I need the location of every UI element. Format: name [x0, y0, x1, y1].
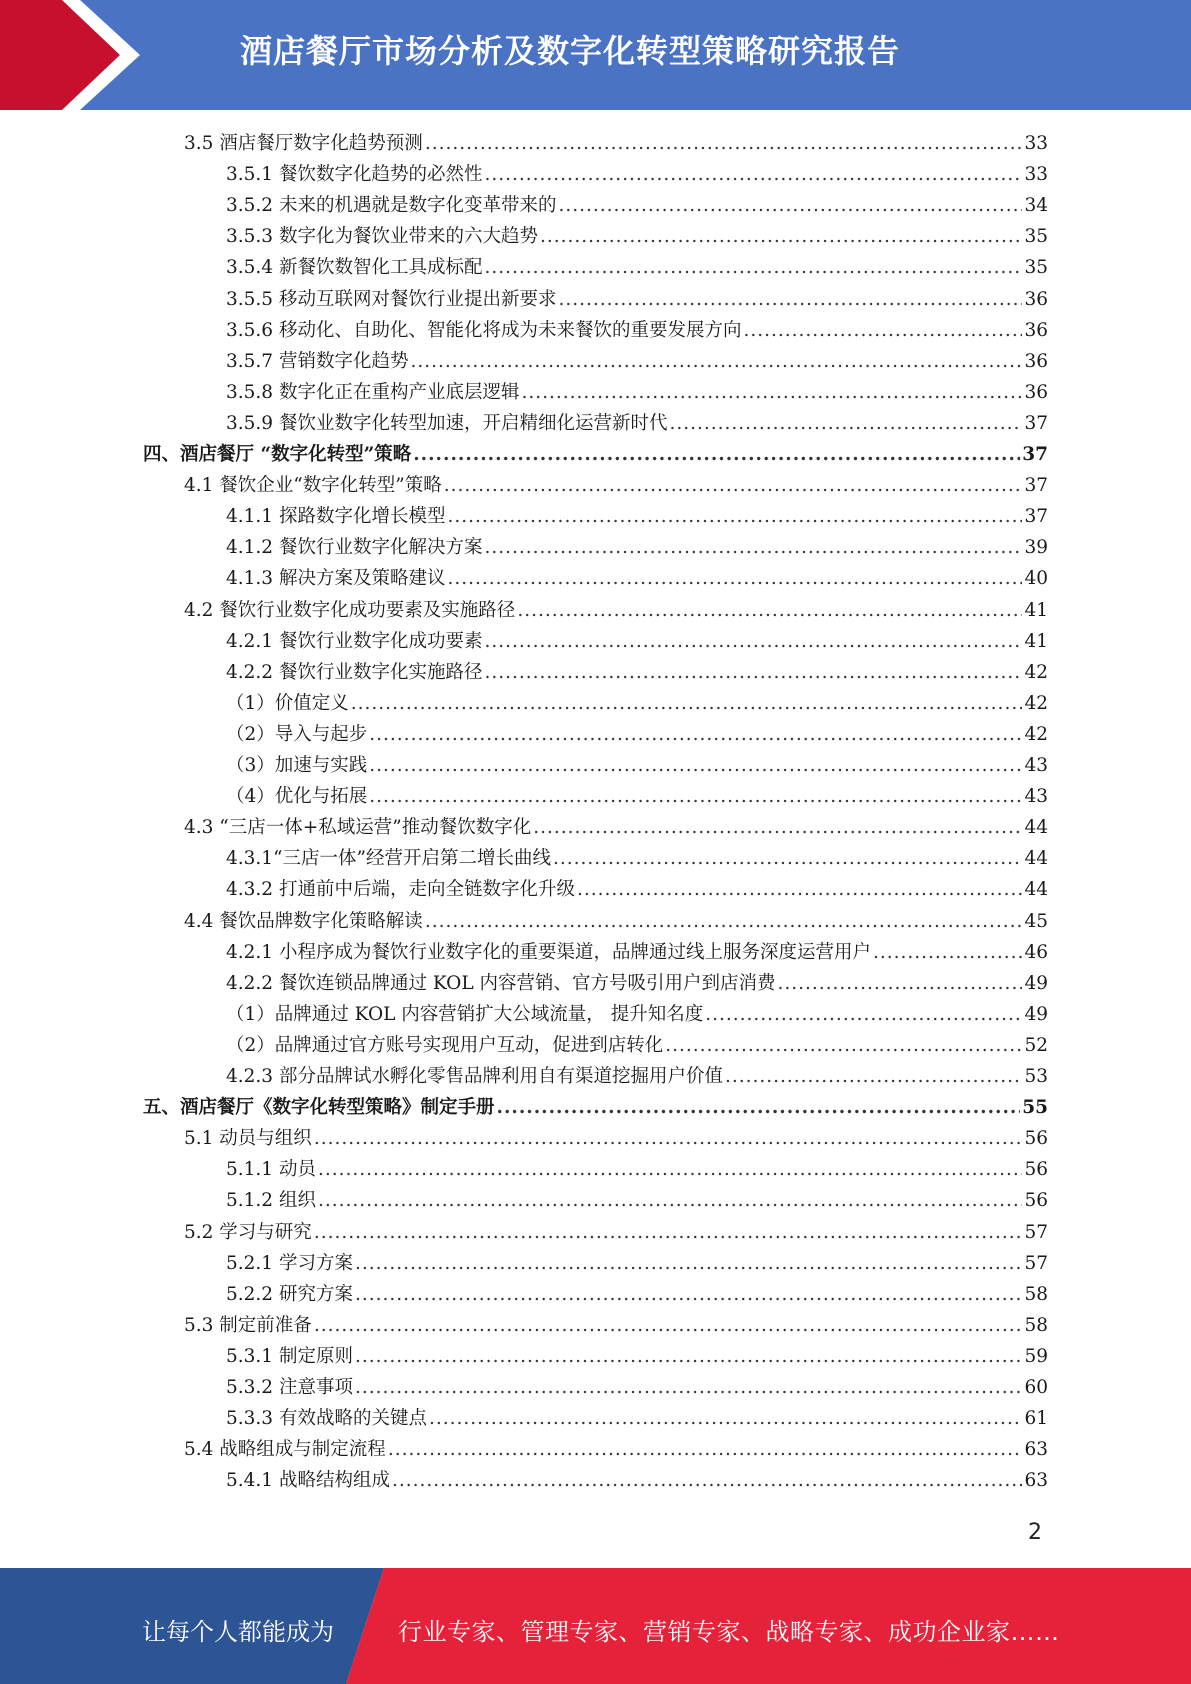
toc-entry[interactable]: [226, 315, 1048, 346]
toc-dot-leader: [484, 626, 1022, 657]
toc-entry-page: 43: [1024, 755, 1048, 776]
toc-entry-page: 58: [1024, 1283, 1048, 1305]
toc-entry-label: （4）优化与拓展: [226, 786, 368, 808]
toc-dot-leader: [314, 1310, 1023, 1341]
toc-entry[interactable]: [226, 532, 1048, 563]
toc-entry-label: 5.1.2 组织: [226, 1190, 316, 1212]
toc-entry-label: 3.5.5 移动互联网对餐饮行业提出新要求: [226, 288, 557, 310]
toc-entry-label: 3.5.6 移动化、自助化、智能化将成为未来餐饮的重要发展方向: [226, 319, 742, 341]
toc-dot-leader: [425, 906, 1023, 937]
toc-dot-leader: [444, 470, 1023, 501]
toc-entry-page: 41: [1024, 599, 1048, 621]
toc-entry[interactable]: [226, 1341, 1048, 1372]
toc-entry-page: 56: [1024, 1190, 1048, 1212]
toc-entry[interactable]: [226, 874, 1048, 905]
toc-dot-leader: [517, 595, 1022, 626]
toc-entry-label: 5.3.3 有效战略的关键点: [226, 1408, 427, 1430]
toc-entry[interactable]: [226, 159, 1048, 190]
toc-entry-page: 56: [1024, 1128, 1048, 1150]
toc-entry[interactable]: [184, 1123, 1048, 1154]
toc-entry-page: 49: [1024, 1003, 1048, 1025]
toc-entry-page: 42: [1024, 723, 1048, 745]
toc-dot-leader: [705, 999, 1022, 1030]
toc-entry-label: 5.2.2 研究方案: [226, 1283, 353, 1305]
toc-entry-page: 45: [1024, 910, 1048, 932]
toc-entry[interactable]: [184, 906, 1048, 937]
toc-entry-label: 4.2.2 餐饮行业数字化实施路径: [226, 661, 483, 683]
toc-entry-label: 4.1.3 解决方案及策略建议: [226, 568, 446, 590]
toc-entry-label: 4.4 餐饮品牌数字化策略解读: [184, 910, 423, 932]
toc-entry-label: 5.1.1 动员: [226, 1159, 316, 1181]
toc-dot-leader: [484, 657, 1022, 688]
toc-dot-leader: [355, 1372, 1023, 1403]
toc-dot-leader: [318, 1154, 1023, 1185]
toc-dot-leader: [669, 408, 1022, 439]
toc-entry[interactable]: [226, 688, 1048, 719]
toc-entry[interactable]: [226, 1030, 1048, 1061]
toc-entry[interactable]: [226, 1154, 1048, 1185]
toc-dot-leader: [778, 968, 1023, 999]
toc-dot-leader: [484, 159, 1022, 190]
toc-entry[interactable]: [143, 1092, 1048, 1123]
toc-entry-page: 40: [1024, 568, 1048, 590]
toc-dot-leader: [429, 1403, 1022, 1434]
toc-entry[interactable]: [226, 937, 1048, 968]
toc-entry-page: 61: [1024, 1408, 1048, 1430]
toc-entry-page: 41: [1024, 630, 1048, 652]
toc-entry-page: 42: [1024, 692, 1048, 714]
toc-dot-leader: [665, 1030, 1022, 1061]
toc-dot-leader: [369, 719, 1022, 750]
toc-entry[interactable]: [226, 968, 1048, 999]
toc-entry-label: 4.2.3 部分品牌试水孵化零售品牌利用自有渠道挖掘用户价值: [226, 1066, 723, 1087]
toc-dot-leader: [314, 1217, 1023, 1248]
toc-entry-label: 3.5.1 餐饮数字化趋势的必然性: [226, 164, 483, 186]
toc-dot-leader: [558, 190, 1022, 221]
toc-entry-page: 57: [1024, 1221, 1048, 1243]
toc-dot-leader: [873, 937, 1022, 968]
toc-entry-label: 5.4 战略组成与制定流程: [184, 1439, 386, 1461]
toc-entry-label: 4.2.2 餐饮连锁品牌通过 KOL 内容营销、官方号吸引用户到店消费: [226, 972, 776, 994]
toc-entry-page: 36: [1024, 381, 1048, 403]
toc-entry-page: 63: [1024, 1439, 1048, 1461]
page-footer: [0, 1568, 1191, 1684]
toc-entry-page: 34: [1024, 195, 1048, 217]
toc-dot-leader: [413, 439, 1020, 470]
toc-entry[interactable]: [226, 750, 1048, 781]
header-chevron-decoration: [0, 0, 150, 110]
toc-entry-page: 36: [1024, 319, 1048, 341]
toc-dot-leader: [355, 1248, 1023, 1279]
toc-dot-leader: [369, 781, 1022, 812]
toc-dot-leader: [743, 315, 1022, 346]
toc-entry[interactable]: [226, 1372, 1048, 1403]
toc-entry[interactable]: [184, 1217, 1048, 1248]
toc-dot-leader: [533, 812, 1022, 843]
toc-entry[interactable]: [226, 1185, 1048, 1216]
report-title: 酒店餐厅市场分析及数字化转型策略研究报告: [240, 32, 901, 70]
toc-entry[interactable]: [184, 128, 1048, 159]
toc-dot-leader: [540, 221, 1022, 252]
toc-entry-page: 44: [1024, 879, 1048, 901]
toc-entry[interactable]: [226, 563, 1048, 594]
toc-entry[interactable]: [226, 843, 1048, 874]
toc-entry-page: 43: [1024, 786, 1048, 808]
toc-entry[interactable]: [226, 221, 1048, 252]
toc-dot-leader: [447, 563, 1022, 594]
toc-entry-label: 四、酒店餐厅 “数字化转型”策略: [143, 444, 412, 465]
toc-entry[interactable]: [184, 470, 1048, 501]
toc-entry-page: 42: [1024, 661, 1048, 683]
toc-entry-label: 4.1.1 探路数字化增长模型: [226, 506, 446, 528]
toc-entry-label: 5.3 制定前准备: [184, 1314, 312, 1336]
toc-dot-leader: [355, 1341, 1023, 1372]
toc-entry-label: （3）加速与实践: [226, 755, 368, 776]
toc-entry[interactable]: [184, 1310, 1048, 1341]
toc-dot-leader: [410, 346, 1022, 377]
toc-entry-label: 4.2.1 小程序成为餐饮行业数字化的重要渠道，品牌通过线上服务深度运营用户: [226, 941, 871, 963]
toc-entry[interactable]: [226, 1248, 1048, 1279]
toc-entry[interactable]: [226, 999, 1048, 1030]
toc-entry-page: 53: [1024, 1066, 1048, 1087]
toc-entry-page: 36: [1024, 288, 1048, 310]
toc-entry[interactable]: [184, 595, 1048, 626]
toc-entry-label: 4.1 餐饮企业“数字化转型”策略: [184, 475, 442, 497]
toc-entry-label: 3.5.8 数字化正在重构产业底层逻辑: [226, 381, 520, 403]
toc-entry-label: 5.3.1 制定原则: [226, 1345, 353, 1367]
toc-dot-leader: [577, 874, 1022, 905]
toc-entry-label: 3.5.7 营销数字化趋势: [226, 350, 409, 372]
toc-entry-page: 39: [1024, 537, 1048, 559]
toc-entry-label: 4.3 “三店一体+私域运营”推动餐饮数字化: [184, 817, 532, 839]
toc-entry[interactable]: [226, 377, 1048, 408]
toc-entry-label: 5.2 学习与研究: [184, 1221, 312, 1243]
toc-entry-page: 44: [1024, 848, 1048, 870]
page-number: 2: [1028, 1520, 1042, 1545]
toc-entry[interactable]: [226, 252, 1048, 283]
toc-dot-leader: [447, 501, 1022, 532]
toc-entry-label: 五、酒店餐厅《数字化转型策略》制定手册: [143, 1097, 495, 1119]
toc-dot-leader: [497, 1092, 1021, 1123]
toc-dot-leader: [521, 377, 1022, 408]
toc-dot-leader: [392, 1465, 1022, 1496]
toc-entry-label: 4.3.2 打通前中后端，走向全链数字化升级: [226, 879, 575, 901]
toc-entry[interactable]: [226, 1403, 1048, 1434]
toc-entry-page: 60: [1024, 1377, 1048, 1398]
toc-entry-label: 3.5.3 数字化为餐饮业带来的六大趋势: [226, 226, 538, 248]
toc-dot-leader: [484, 252, 1022, 283]
toc-entry[interactable]: [184, 812, 1048, 843]
toc-entry-label: （2）导入与起步: [226, 723, 368, 745]
toc-entry[interactable]: [226, 719, 1048, 750]
toc-entry-label: 3.5.9 餐饮业数字化转型加速，开启精细化运营新时代: [226, 412, 668, 434]
toc-entry-label: 5.1 动员与组织: [184, 1128, 312, 1150]
toc-entry[interactable]: [226, 626, 1048, 657]
toc-entry-label: 3.5.4 新餐饮数智化工具成标配: [226, 257, 483, 279]
toc-entry-page: 37: [1024, 506, 1048, 528]
toc-dot-leader: [369, 750, 1022, 781]
toc-entry[interactable]: [226, 1465, 1048, 1496]
toc-dot-leader: [425, 128, 1023, 159]
toc-dot-leader: [484, 532, 1022, 563]
toc-entry-page: 63: [1024, 1470, 1048, 1492]
toc-entry[interactable]: [226, 1279, 1048, 1310]
toc-entry-label: 4.2.1 餐饮行业数字化成功要素: [226, 630, 483, 652]
toc-entry-label: （1）品牌通过 KOL 内容营销扩大公域流量， 提升知名度: [226, 1003, 704, 1025]
toc-entry-page: 49: [1024, 972, 1048, 994]
toc-entry-label: 4.3.1“三店一体”经营开启第二增长曲线: [226, 848, 551, 870]
toc-entry-page: 56: [1024, 1159, 1048, 1181]
footer-slogan-left: 让每个人都能成为: [142, 1618, 334, 1646]
toc-entry-page: 37: [1024, 412, 1048, 434]
toc-entry-page: 36: [1024, 350, 1048, 372]
toc-dot-leader: [355, 1279, 1023, 1310]
toc-entry-page: 46: [1024, 941, 1048, 963]
toc-entry-page: 58: [1024, 1314, 1048, 1336]
toc-entry-label: 5.4.1 战略结构组成: [226, 1470, 390, 1492]
toc-entry[interactable]: [143, 439, 1048, 470]
toc-entry-page: 33: [1024, 133, 1048, 154]
toc-entry-page: 52: [1024, 1034, 1048, 1056]
toc-entry-label: 4.1.2 餐饮行业数字化解决方案: [226, 537, 483, 559]
toc-entry-page: 35: [1024, 226, 1048, 248]
toc-entry-page: 44: [1024, 817, 1048, 839]
toc-dot-leader: [351, 688, 1023, 719]
toc-entry-label: （1）价值定义: [226, 692, 349, 714]
toc-entry-page: 55: [1022, 1097, 1048, 1119]
toc-entry[interactable]: [226, 501, 1048, 532]
toc-dot-leader: [318, 1185, 1023, 1216]
toc-entry-page: 37: [1022, 444, 1048, 465]
toc-entry-label: 3.5 酒店餐厅数字化趋势预测: [184, 133, 423, 154]
toc-entry-label: 4.2 餐饮行业数字化成功要素及实施路径: [184, 599, 516, 621]
toc-entry-label: （2）品牌通过官方账号实现用户互动，促进到店转化: [226, 1034, 664, 1056]
toc-dot-leader: [314, 1123, 1023, 1154]
toc-entry-page: 37: [1024, 475, 1048, 497]
toc-entry-page: 35: [1024, 257, 1048, 279]
toc-dot-leader: [558, 284, 1022, 315]
toc-entry-label: 5.3.2 注意事项: [226, 1377, 353, 1398]
toc-entry[interactable]: [184, 1434, 1048, 1465]
page-header: [0, 0, 1191, 110]
toc-entry-page: 57: [1024, 1252, 1048, 1274]
toc-entry[interactable]: [226, 346, 1048, 377]
toc-entry[interactable]: [226, 781, 1048, 812]
toc-entry-page: 33: [1024, 164, 1048, 186]
toc-entry[interactable]: [226, 657, 1048, 688]
toc-entry-page: 59: [1024, 1345, 1048, 1367]
footer-slogan-right: 行业专家、管理专家、营销专家、战略专家、成功企业家……: [398, 1618, 1060, 1646]
toc-entry[interactable]: [226, 408, 1048, 439]
toc-entry-label: 3.5.2 未来的机遇就是数字化变革带来的: [226, 195, 557, 217]
toc-dot-leader: [388, 1434, 1023, 1465]
toc-dot-leader: [725, 1061, 1022, 1092]
toc-entry[interactable]: [226, 190, 1048, 221]
toc-dot-leader: [553, 843, 1022, 874]
toc-entry[interactable]: [226, 284, 1048, 315]
toc-entry[interactable]: [226, 1061, 1048, 1092]
toc-entry-label: 5.2.1 学习方案: [226, 1252, 353, 1274]
